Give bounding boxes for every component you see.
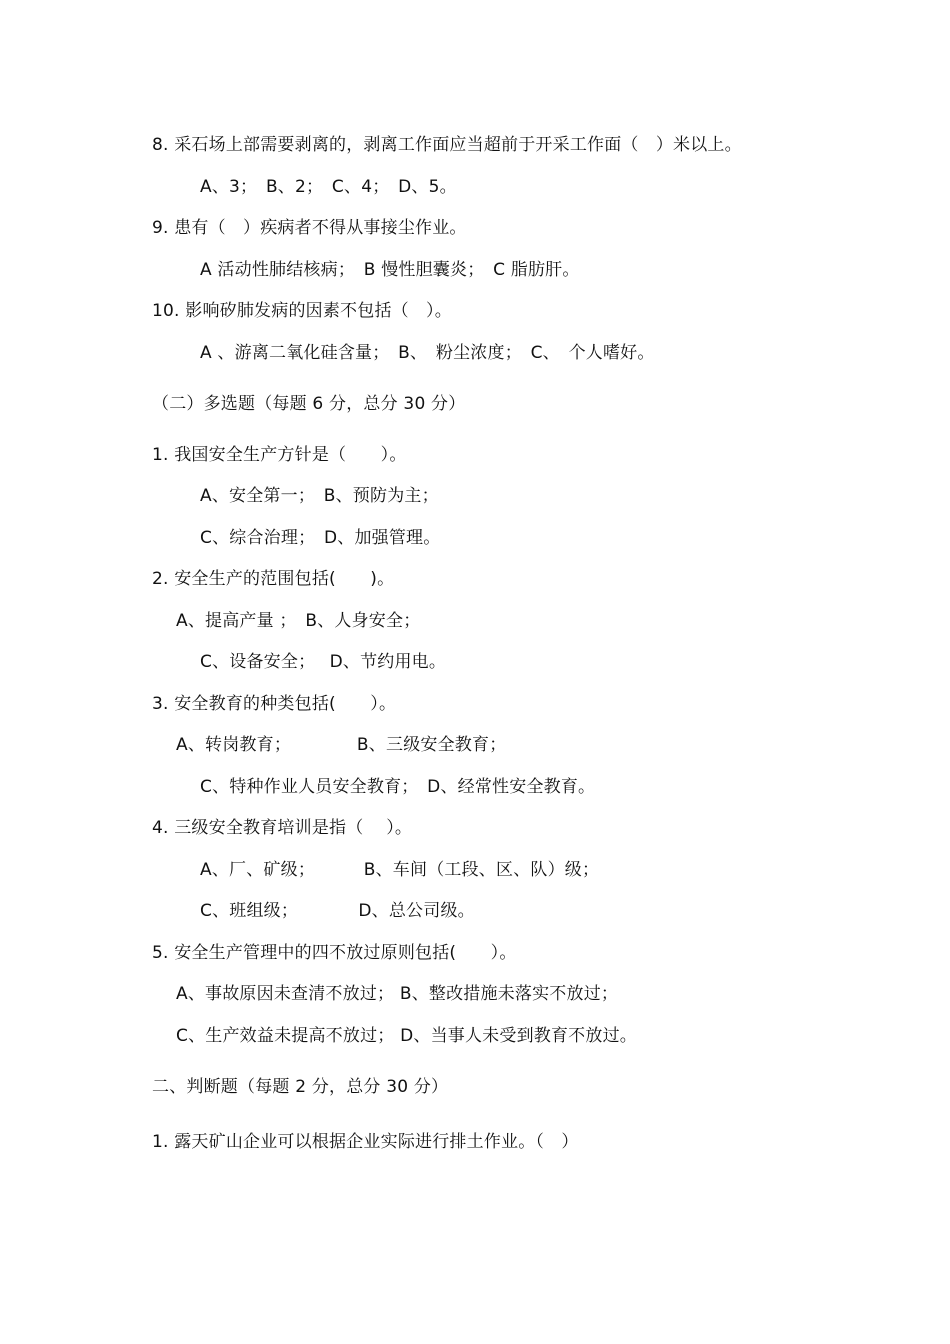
mc-question-4-options-cd: C、班组级； D、总公司级。 [200, 901, 475, 921]
mc-question-5-options-ab: A、事故原因未查清不放过； B、整改措施未落实不放过； [176, 984, 619, 1004]
question-8-options: A、3； B、2； C、4； D、5。 [200, 177, 457, 197]
mc-question-1-options-cd: C、综合治理； D、加强管理。 [200, 528, 441, 548]
question-9: 9. 患有（ ）疾病者不得从事接尘作业。 [152, 218, 467, 238]
question-8: 8. 采石场上部需要剥离的，剥离工作面应当超前于开采工作面（ ）米以上。 [152, 135, 742, 155]
question-9-options: A 活动性肺结核病； B 慢性胆囊炎； C 脂肪肝。 [200, 260, 580, 280]
mc-question-3: 3. 安全教育的种类包括( ）。 [152, 694, 397, 714]
mc-question-1: 1. 我国安全生产方针是（ ）。 [152, 445, 407, 465]
mc-question-5: 5. 安全生产管理中的四不放过原则包括( ）。 [152, 943, 517, 963]
section-true-false-heading: 二、判断题（每题 2 分，总分 30 分） [152, 1077, 449, 1097]
tf-question-1: 1. 露天矿山企业可以根据企业实际进行排土作业。（ ） [152, 1132, 579, 1152]
question-10: 10. 影响矽肺发病的因素不包括（ ）。 [152, 301, 452, 321]
mc-question-2-options-ab: A、提高产量 ； B、人身安全； [176, 611, 421, 631]
mc-question-4-options-ab: A、厂、矿级； B、车间（工段、区、队）级； [200, 860, 600, 880]
mc-question-4: 4. 三级安全教育培训是指（ ）。 [152, 818, 413, 838]
section-multiple-choice-heading: （二）多选题（每题 6 分，总分 30 分） [152, 394, 466, 414]
mc-question-3-options-cd: C、特种作业人员安全教育； D、经常性安全教育。 [200, 777, 596, 797]
mc-question-2-options-cd: C、设备安全； D、节约用电。 [200, 652, 447, 672]
question-10-options: A 、游离二氧化硅含量； B、 粉尘浓度； C、 个人嗜好。 [200, 343, 655, 363]
mc-question-3-options-ab: A、转岗教育； B、三级安全教育； [176, 735, 507, 755]
mc-question-2: 2. 安全生产的范围包括( )。 [152, 569, 395, 589]
mc-question-1-options-ab: A、安全第一； B、预防为主； [200, 486, 439, 506]
mc-question-5-options-cd: C、生产效益未提高不放过； D、当事人未受到教育不放过。 [176, 1026, 637, 1046]
